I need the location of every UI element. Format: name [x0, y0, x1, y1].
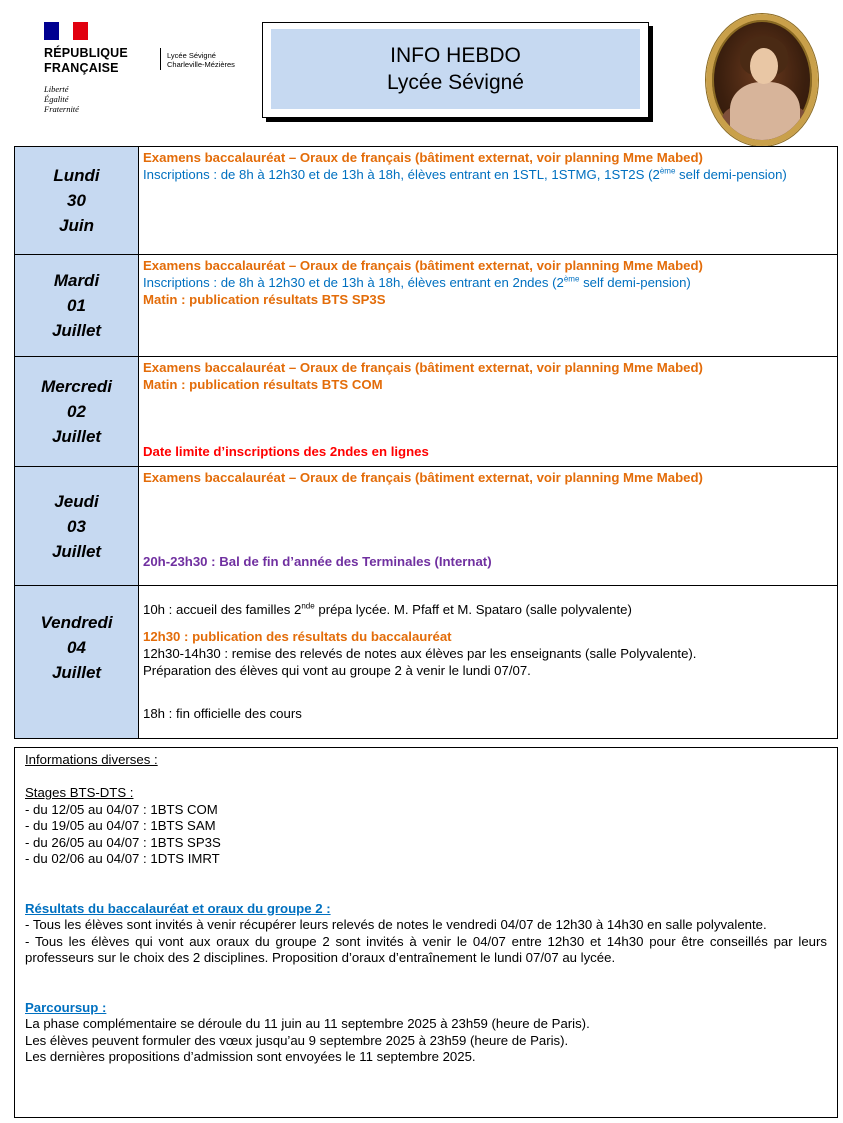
event-line: 20h-23h30 : Bal de fin d’année des Terminales (Internat): [143, 554, 492, 569]
info-heading: Informations diverses :: [25, 752, 158, 767]
list-item: La phase complémentaire se déroule du 11 juin au 11 septembre 2025 à 23h59 (heure de Paris).: [25, 1016, 590, 1031]
table-row: [15, 467, 838, 586]
weekly-schedule-table: [14, 146, 838, 739]
day-name: Lundi: [53, 166, 100, 185]
event-line: 18h : fin officielle des cours: [143, 706, 302, 721]
events-cell: [139, 586, 838, 739]
republique-francaise-logo: [44, 22, 164, 114]
list-item: Les élèves peuvent formuler des vœux jusqu’au 9 septembre 2025 à 23h59 (heure de Paris).: [25, 1032, 569, 1048]
day-number: 30: [67, 191, 86, 210]
info-box: [14, 747, 838, 1118]
day-cell: [15, 255, 139, 357]
events-cell: [139, 357, 838, 467]
list-item: - du 12/05 au 04/07 : 1BTS COM: [25, 801, 218, 817]
day-number: 04: [67, 638, 86, 657]
list-item: - Tous les élèves sont invités à venir récupérer leurs relevés de notes le vendredi 04/07 de 12h30 à 14h30 en salle polyvalente.: [25, 917, 767, 932]
event-line: Matin : publication résultats BTS SP3S: [143, 292, 386, 307]
event-line: Examens baccalauréat – Oraux de français (bâtiment externat, voir planning Mme Mabed): [143, 470, 703, 485]
title-box: [262, 22, 649, 118]
table-row: [15, 147, 838, 255]
page-subtitle: Lycée Sévigné: [387, 71, 524, 94]
event-line: Matin : publication résultats BTS COM: [143, 377, 383, 392]
school-name-line-2: Charleville-Mézières: [167, 60, 235, 69]
rf-name-line-2: FRANÇAISE: [44, 61, 119, 75]
day-cell: [15, 147, 139, 255]
rf-name-line-1: RÉPUBLIQUE: [44, 46, 128, 60]
parcoursup-heading: Parcoursup :: [25, 999, 107, 1015]
day-number: 02: [67, 402, 86, 421]
day-name: Vendredi: [40, 613, 113, 632]
motto-fraternite: Fraternité: [44, 104, 79, 114]
list-item: - du 19/05 au 04/07 : 1BTS SAM: [25, 818, 216, 833]
day-name: Mercredi: [41, 377, 112, 396]
list-item: - du 02/06 au 04/07 : 1DTS IMRT: [25, 851, 220, 866]
events-cell: [139, 147, 838, 255]
portrait-image: [706, 14, 818, 146]
event-line: Inscriptions : de 8h à 12h30 et de 13h à 18h, élèves entrant en 2ndes (2ème self demi-pension): [143, 274, 691, 290]
events-cell: [139, 467, 838, 586]
events-cell: [139, 255, 838, 357]
event-line: Examens baccalauréat – Oraux de français (bâtiment externat, voir planning Mme Mabed): [143, 150, 703, 165]
day-cell: [15, 467, 139, 586]
table-row: [15, 255, 838, 357]
event-line: Préparation des élèves qui vont au groupe 2 à venir le lundi 07/07.: [143, 663, 531, 678]
day-name: Jeudi: [54, 491, 99, 511]
day-month: Juillet: [51, 427, 102, 446]
event-line: 10h : accueil des familles 2nde prépa lycée. M. Pfaff et M. Spataro (salle polyvalente): [143, 601, 632, 617]
school-name-line-1: Lycée Sévigné: [167, 51, 216, 60]
page-title: INFO HEBDO: [390, 44, 521, 67]
table-row: [15, 357, 838, 467]
day-name: Mardi: [53, 271, 100, 290]
day-number: 03: [67, 516, 86, 536]
day-month: Juillet: [51, 663, 102, 682]
list-item: - Tous les élèves qui vont aux oraux du groupe 2 sont invités à venir le 04/07 entre 12h30 et 14h30 pour être conseillés par leurs professeurs sur le choix des 2 disciplines. Proposition d’oraux d’entraînement le lundi 07/07 au lycée.: [25, 933, 827, 965]
logo-divider: [160, 48, 161, 70]
marianne-flag-icon: [44, 22, 88, 40]
event-line: Examens baccalauréat – Oraux de français (bâtiment externat, voir planning Mme Mabed): [143, 258, 703, 273]
stages-heading: Stages BTS-DTS :: [25, 785, 134, 800]
day-number: 01: [67, 296, 86, 315]
school-name: [167, 51, 235, 69]
motto-liberte: Liberté: [44, 84, 69, 94]
event-line: Date limite d’inscriptions des 2ndes en lignes: [143, 444, 429, 459]
event-line: 12h30-14h30 : remise des relevés de notes aux élèves par les enseignants (salle Polyvalente).: [143, 646, 697, 661]
day-cell: [15, 586, 139, 739]
results-heading: Résultats du baccalauréat et oraux du groupe 2 :: [25, 900, 331, 916]
day-month: Juillet: [51, 541, 102, 561]
event-line: Examens baccalauréat – Oraux de français (bâtiment externat, voir planning Mme Mabed): [143, 360, 703, 375]
table-row: [15, 586, 838, 739]
motto-egalite: Égalité: [44, 94, 69, 104]
day-cell: [15, 357, 139, 467]
day-month: Juin: [59, 216, 94, 235]
event-line: Inscriptions : de 8h à 12h30 et de 13h à 18h, élèves entrant en 1STL, 1STMG, 1ST2S (2ème self demi-pension): [143, 166, 787, 182]
list-item: Les dernières propositions d’admission sont envoyées le 11 septembre 2025.: [25, 1049, 476, 1064]
list-item: - du 26/05 au 04/07 : 1BTS SP3S: [25, 834, 221, 850]
event-line: 12h30 : publication des résultats du baccalauréat: [143, 629, 452, 644]
day-month: Juillet: [51, 321, 102, 340]
